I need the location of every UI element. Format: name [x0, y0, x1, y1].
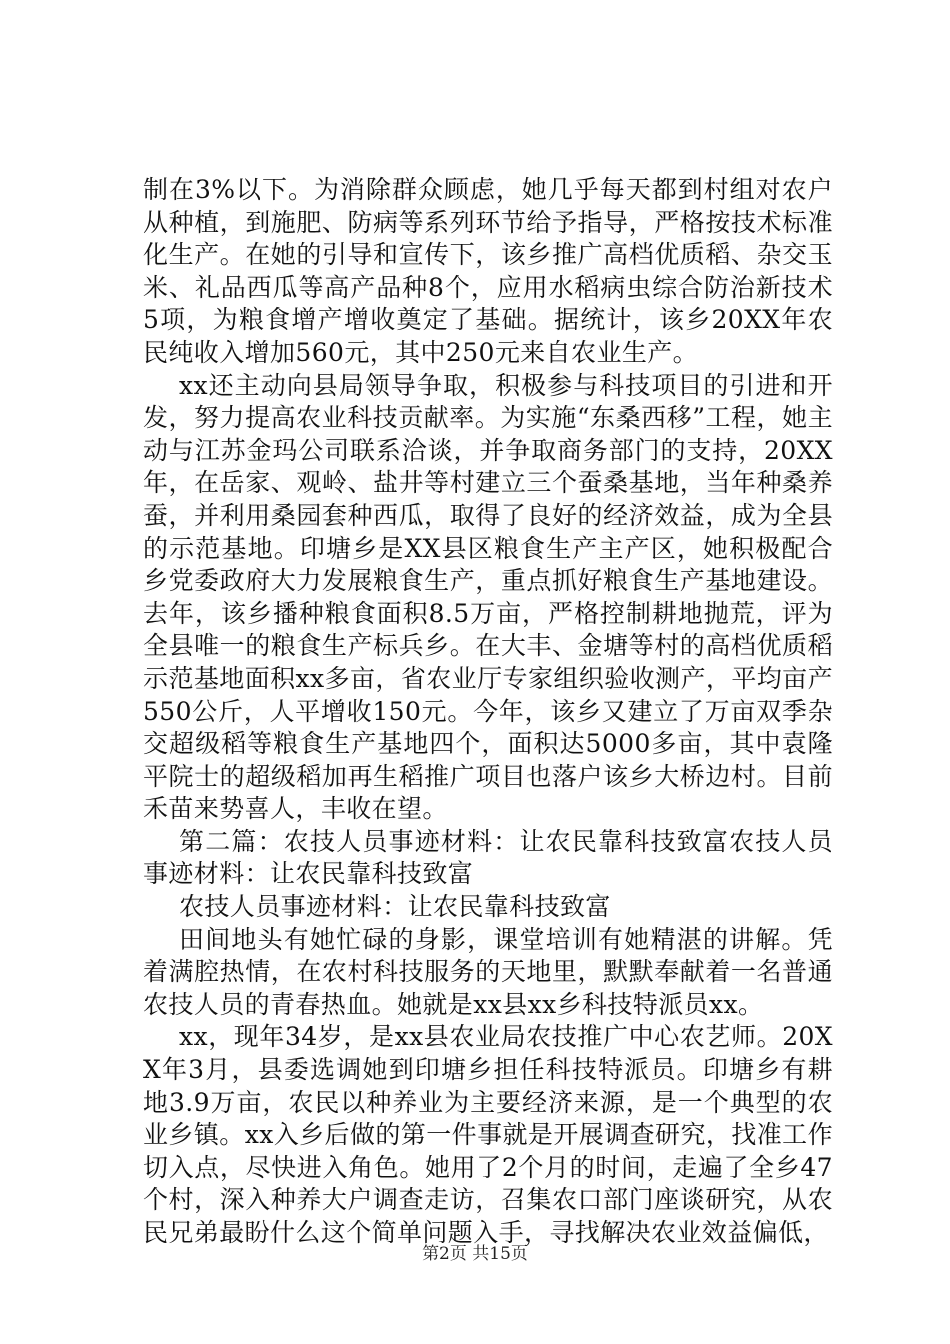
paragraph-line: 第二篇：农技人员事迹材料：让农民靠科技致富农技人员: [179, 826, 833, 856]
paragraph-line: 农技人员的青春热血。她就是xx县xx乡科技特派员xx。: [143, 989, 764, 1019]
body-paragraph-p4: [143, 891, 833, 924]
paragraph-line: 蚕，并利用桑园套种西瓜，取得了良好的经济效益，成为全县: [143, 500, 833, 530]
paragraph-line: 种植，到施肥、防病等系列环节给予指导，严格按技术标准化: [143, 207, 833, 270]
paragraph-line: 农技人员事迹材料：让农民靠科技致富: [179, 892, 611, 922]
paragraph-line: 超级稻等粮食生产基地四个，面积达5000多亩，其中袁隆平院: [143, 729, 833, 791]
paragraph-line: 农民兄弟最盼什么这个简单问题入手，寻找解决农业效益偏低，: [143, 1185, 833, 1247]
body-paragraph-p5: [143, 924, 833, 1022]
document-body: [143, 174, 833, 1250]
paragraph-line: 550公斤，人平增收150元。今年，该乡又建立了万亩双季杂交: [143, 696, 833, 759]
paragraph-line: xx，现年34岁，是xx县农业局农技推广中心农艺师。: [179, 1022, 783, 1052]
paragraph-line: 农业乡镇。xx入乡后做的第一件事就是开展调查研究，找准工: [143, 1087, 833, 1150]
body-paragraph-p2: [143, 370, 833, 826]
page-number-footer: 第2页 共15页: [422, 1244, 528, 1264]
paragraph-line: 为粮食增产增收奠定了基础。据统计，该乡20XX年农民纯收入: [143, 305, 833, 367]
paragraph-line: 党委政府大力发展粮食生产，重点抓好粮食生产基地建设。去: [143, 566, 833, 628]
paragraph-line: 事迹材料：让农民靠科技致富: [143, 859, 474, 889]
paragraph-line: 范基地面积xx多亩，省农业厅专家组织验收测产，平均亩产: [168, 663, 833, 693]
paragraph-line: xx还主动向县局领导争取，积极参与科技项目的引进和开: [179, 370, 833, 400]
paragraph-line: 作切入点，尽快进入角色。她用了2个月的时间，走遍了全乡: [143, 1120, 833, 1182]
paragraph-line: 主动与江苏金玛公司联系洽谈，并争取商务部门的支持，20XX: [143, 403, 833, 465]
paragraph-line: 田间地头有她忙碌的身影，课堂培训有她精湛的讲解。凭: [179, 924, 833, 954]
paragraph-line: 生产。在她的引导和宣传下，该乡推广高档优质稻、杂交玉米、: [143, 240, 833, 302]
body-paragraph-p3: [143, 826, 833, 891]
paragraph-line: 发，努力提高农业科技贡献率。为实施“东桑西移”工程，她: [143, 403, 808, 433]
paragraph-line: 耕地3.9万亩，农民以种养业为主要经济来源，是一个典型的: [143, 1055, 833, 1117]
body-paragraph-p1: [143, 174, 833, 370]
paragraph-line: 着满腔热情，在农村科技服务的天地里，默默奉献着一名普通: [143, 957, 833, 987]
body-paragraph-p6: [143, 1021, 833, 1249]
paragraph-line: 制在3%以下。为消除群众顾虑，她几乎每天都到村组对农户从: [143, 175, 833, 237]
paragraph-line: 士的超级稻加再生稻推广项目也落户该乡大桥边村。目前禾苗: [143, 761, 833, 824]
paragraph-line: 年，在岳家、观岭、盐井等村建立三个蚕桑基地，当年种桑养: [143, 468, 833, 498]
paragraph-line: 来势喜人，丰收在望。: [193, 794, 448, 824]
paragraph-line: 县唯一的粮食生产标兵乡。在大丰、金塘等村的高档优质稻示: [143, 631, 833, 693]
paragraph-line: 年，该乡播种粮食面积8.5万亩，严格控制耕地抛荒，评为全: [143, 598, 833, 661]
paragraph-line: 20XX年3月，县委选调她到印塘乡担任科技特派员。印塘乡有: [143, 1022, 833, 1085]
paragraph-line: 47个村，深入种养大户调查走访，召集农口部门座谈研究，从: [143, 1152, 833, 1215]
paragraph-line: 增加560元，其中250元来自农业生产。: [244, 337, 699, 367]
paragraph-line: 礼品西瓜等高产品种8个，应用水稻病虫综合防治新技术5项，: [143, 272, 833, 335]
paragraph-line: 的示范基地。印塘乡是XX县区粮食生产主产区，她积极配合乡: [143, 533, 833, 596]
